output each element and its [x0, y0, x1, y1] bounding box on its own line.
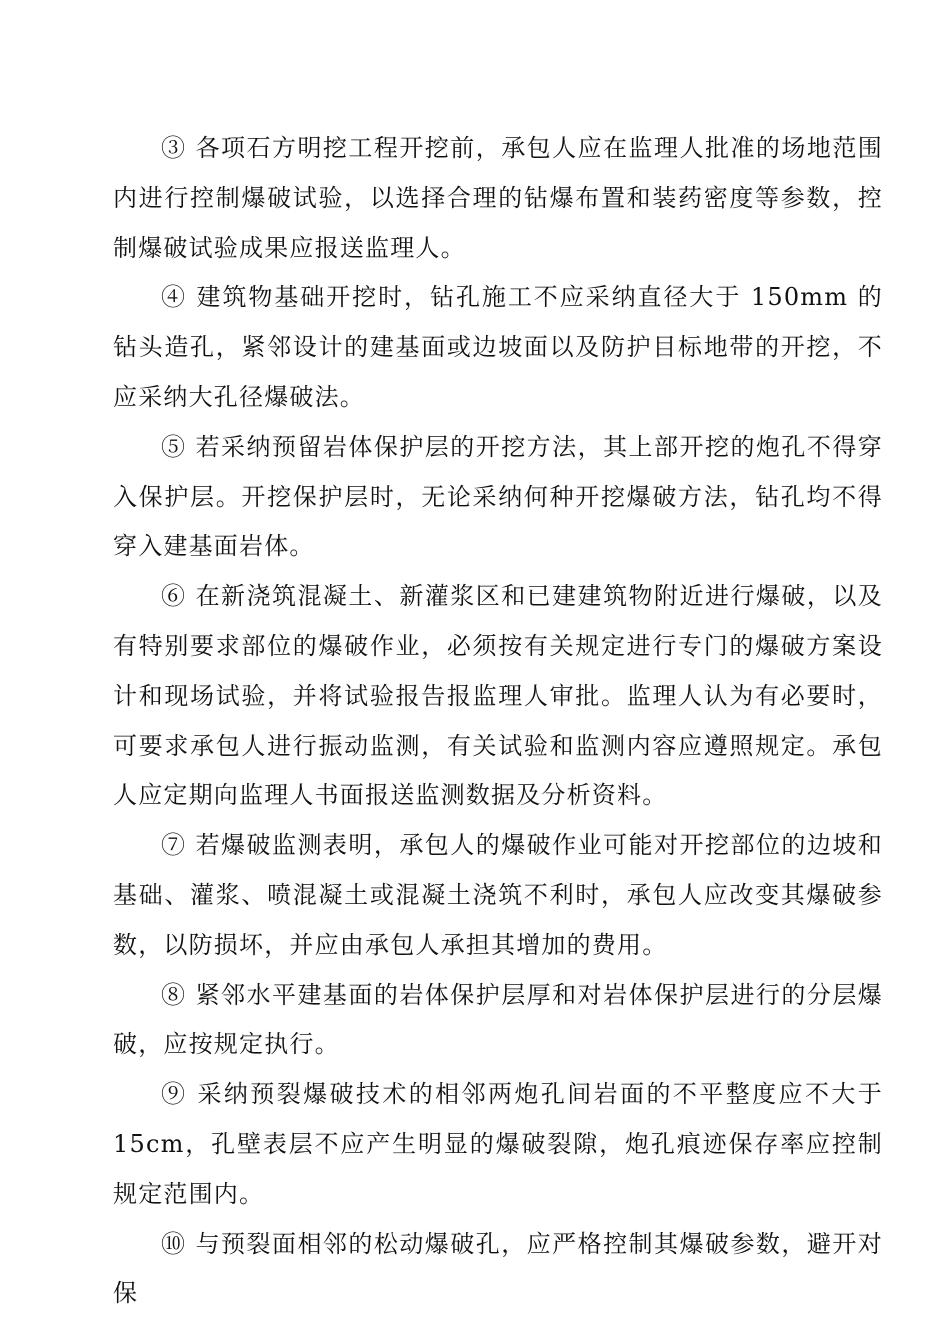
paragraph-item-4: ④ 建筑物基础开挖时，钻孔施工不应采纳直径大于 150mm 的钻头造孔，紧邻设计的建基面或边坡面以及防护目标地带的开挖，不应采纳大孔径爆破法。 — [113, 283, 883, 411]
paragraph-item-5: ⑤ 若采纳预留岩体保护层的开挖方法，其上部开挖的炮孔不得穿入保护层。开挖保护层时，无论采纳何种开挖爆破方法，钻孔均不得穿入建基面岩体。 — [113, 432, 883, 561]
paragraph-item-10: ⑩ 与预裂面相邻的松动爆破孔，应严格控制其爆破参数，避开对保 — [113, 1229, 883, 1308]
paragraph-item-7: ⑦ 若爆破监测表明，承包人的爆破作业可能对开挖部位的边坡和基础、灌浆、喷混凝土或混凝土浇筑不利时，承包人应改变其爆破参数，以防损坏，并应由承包人承担其增加的费用。 — [113, 831, 883, 959]
paragraph-item-6: ⑥ 在新浇筑混凝土、新灌浆区和已建建筑物附近进行爆破，以及有特别要求部位的爆破作业，必须按有关规定进行专门的爆破方案设计和现场试验，并将试验报告报监理人审批。监理人认为有必要时，可要求承包人进行振动监测，有关试验和监测内容应遵照规定。承包人应定期向监理人书面报送监测数据及分析资料。 — [113, 582, 883, 810]
paragraph-item-8: ⑧ 紧邻水平建基面的岩体保护层厚和对岩体保护层进行的分层爆破，应按规定执行。 — [113, 980, 883, 1059]
document-body — [113, 124, 883, 1319]
paragraph-item-3: ③ 各项石方明挖工程开挖前，承包人应在监理人批准的场地范围内进行控制爆破试验，以选择合理的钻爆布置和装药密度等参数，控制爆破试验成果应报送监理人。 — [113, 134, 883, 262]
paragraph-item-9: ⑨ 采纳预裂爆破技术的相邻两炮孔间岩面的不平整度应不大于 15cm，孔壁表层不应产生明显的爆破裂隙，炮孔痕迹保存率应控制规定范围内。 — [113, 1080, 883, 1208]
